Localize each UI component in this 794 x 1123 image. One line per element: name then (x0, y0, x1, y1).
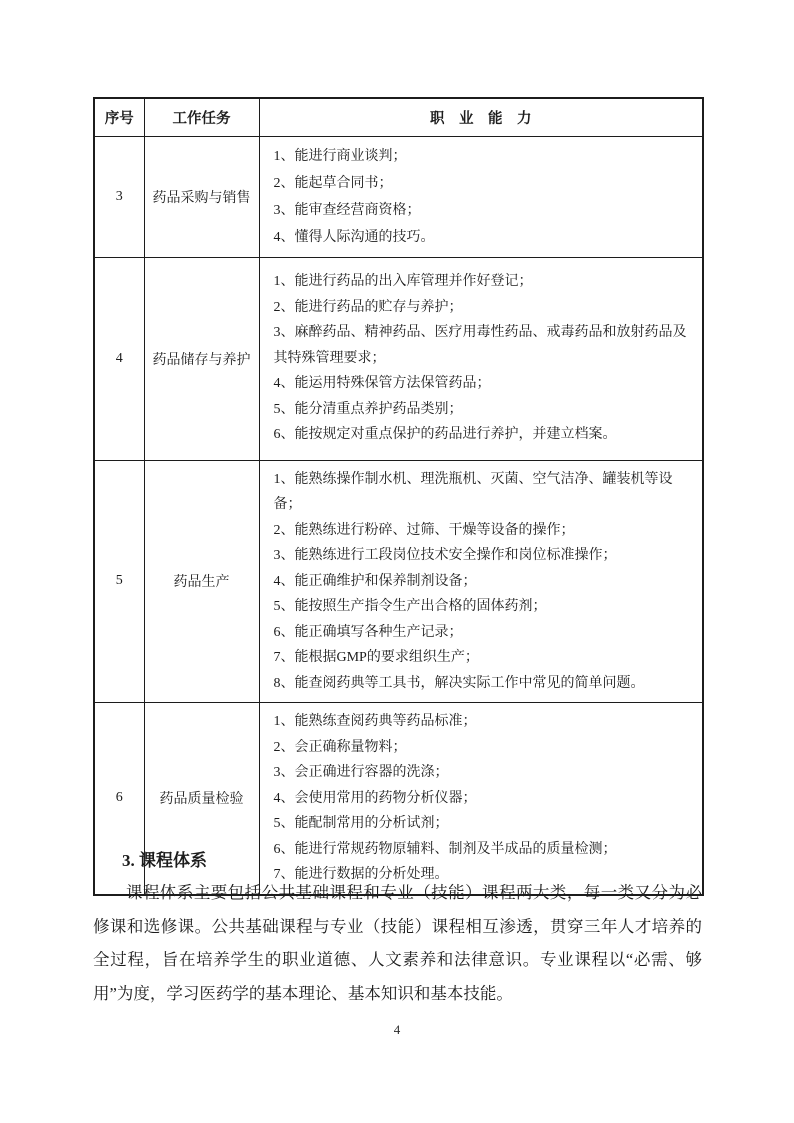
ability-item: 6、能正确填写各种生产记录； (273, 624, 463, 640)
row-number: 5 (94, 460, 144, 703)
abilities-list (259, 460, 703, 703)
row-number: 3 (94, 136, 144, 257)
table-row (94, 460, 703, 703)
abilities-list (259, 257, 703, 460)
ability-item: 2、会正确称量物料； (273, 739, 407, 755)
column-header-no: 序号 (94, 98, 144, 136)
page-number: 4 (393, 1022, 401, 1037)
ability-item: 1、能进行药品的出入库管理并作好登记； (273, 274, 533, 290)
ability-item: 2、能进行药品的贮存与养护； (273, 299, 463, 315)
ability-item: 5、能按照生产指令生产出合格的固体药剂； (273, 599, 547, 614)
table-row (94, 257, 703, 460)
ability-item: 3、能熟练进行工段岗位技术安全操作和岗位标准操作； (273, 548, 617, 563)
section-heading: 3. 课程体系 (122, 851, 207, 870)
ability-item: 4、能正确维护和保养制剂设备； (273, 573, 477, 589)
ability-item: 4、会使用常用的药物分析仪器； (273, 790, 477, 806)
task-name: 药品采购与销售 (144, 136, 259, 257)
ability-item: 4、能运用特殊保管方法保管药品； (273, 376, 491, 392)
task-name: 药品质量检验 (144, 703, 259, 895)
ability-item: 5、能分清重点养护药品类别； (273, 401, 463, 417)
ability-item: 5、能配制常用的分析试剂； (273, 816, 449, 831)
ability-item: 1、能进行商业谈判； (273, 148, 407, 164)
ability-item: 4、懂得人际沟通的技巧。 (273, 229, 435, 245)
row-number: 6 (94, 703, 144, 895)
row-number: 4 (94, 257, 144, 460)
column-header-ability: 职 业 能 力 (259, 98, 703, 136)
abilities-list (259, 136, 703, 257)
body-paragraph: 课程体系主要包括公共基础课程和专业（技能）课程两大类，每一类又分为必修课和选修课。公共基础课程与专业（技能）课程相互渗透，贯穿三年人才培养的全过程，旨在培养学生的职业道德、人文素养和法律意识。专业课程以“必需、够用”为度，学习医药学的基本理论、基本知识和基本技能。 (93, 883, 702, 1003)
ability-item: 7、能进行数据的分析处理。 (273, 867, 449, 882)
ability-item: 6、能按规定对重点保护的药品进行养护，并建立档案。 (273, 427, 617, 443)
ability-item: 1、能熟练查阅药典等药品标准； (273, 714, 477, 729)
task-name: 药品生产 (144, 460, 259, 703)
ability-item: 2、能熟练进行粉碎、过筛、干燥等设备的操作； (273, 522, 575, 538)
ability-item: 3、能审查经营商资格； (273, 202, 421, 218)
job-abilities-table (93, 97, 704, 896)
ability-item: 6、能进行常规药物原辅料、制剂及半成品的质量检测； (273, 841, 617, 857)
ability-item: 7、能根据GMP的要求组织生产； (273, 650, 479, 665)
ability-item: 3、麻醉药品、精神药品、医疗用毒性药品、戒毒药品和放射药品及其特殊管理要求； (273, 325, 687, 366)
ability-item: 1、能熟练操作制水机、理洗瓶机、灭菌、空气洁净、罐装机等设备； (273, 471, 673, 512)
table-row (94, 136, 703, 257)
ability-item: 8、能查阅药典等工具书，解决实际工作中常见的简单问题。 (273, 675, 645, 691)
task-name: 药品储存与养护 (144, 257, 259, 460)
column-header-task: 工作任务 (144, 98, 259, 136)
abilities-list (259, 703, 703, 895)
ability-item: 2、能起草合同书； (273, 175, 393, 191)
table-header-row (94, 98, 703, 136)
ability-item: 3、会正确进行容器的洗涤； (273, 765, 449, 780)
